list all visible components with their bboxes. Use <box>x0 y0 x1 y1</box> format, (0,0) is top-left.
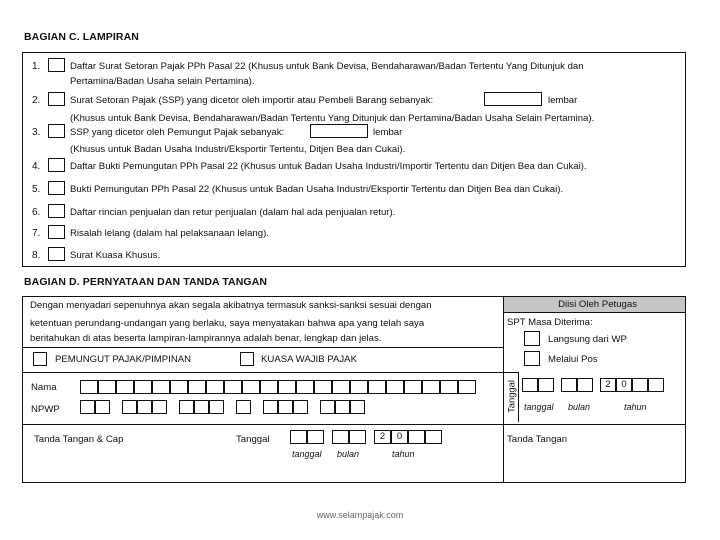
received-label: SPT Masa Diterima: <box>507 317 593 328</box>
section-c-title: BAGIAN C. LAMPIRAN <box>24 31 139 43</box>
watermark: www.selampajak.com <box>316 510 404 520</box>
year-digit: 0 <box>616 378 632 392</box>
officer-signature-label: Tanda Tangan <box>507 434 568 445</box>
row-divider <box>23 372 503 373</box>
row-divider <box>504 424 685 425</box>
year-digit: 2 <box>600 378 616 392</box>
month-caption: bulan <box>337 449 360 459</box>
row-divider <box>23 347 503 348</box>
ssp-importer-count-field[interactable] <box>484 92 542 106</box>
signature-stamp-label: Tanda Tangan & Cap <box>34 434 124 445</box>
item-number: 5. <box>32 184 41 195</box>
name-field[interactable] <box>80 380 476 394</box>
item-number: 8. <box>32 250 41 261</box>
post-checkbox[interactable] <box>524 351 540 366</box>
direct-checkbox[interactable] <box>524 331 540 346</box>
section-d-title: BAGIAN D. PERNYATAAN DAN TANDA TANGAN <box>24 276 268 288</box>
statement-line: Dengan menyadari sepenuhnya akan segala akibatnya termasuk sanksi-sanksi sesuai dengan <box>30 300 432 311</box>
item-number: 4. <box>32 161 41 172</box>
row-divider <box>23 424 503 425</box>
year-digit: 2 <box>374 430 391 444</box>
item-number: 7. <box>32 228 41 239</box>
proxy-option-label: KUASA WAJIB PAJAK <box>261 354 357 365</box>
attachment-4-checkbox[interactable] <box>48 158 65 172</box>
sheets-label: lembar <box>548 95 578 106</box>
proxy-option-checkbox[interactable] <box>240 352 254 366</box>
year-caption: tahun <box>392 449 415 459</box>
attachment-4-text: Daftar Bukti Pemungutan PPh Pasal 22 (Khusus untuk Badan Usaha Industri/Importir Tertentu dan Ditjen Bea dan Cukai). <box>70 161 587 172</box>
attachment-1-checkbox[interactable] <box>48 58 65 72</box>
npwp-label: NPWP <box>31 404 60 415</box>
attachment-7-text: Risalah lelang (dalam hal pelaksanaan lelang). <box>70 228 269 239</box>
item-number: 3. <box>32 127 41 138</box>
statement-line: beritahukan di atas beserta lampiran-lampirannya adalah benar, lengkap dan jelas. <box>30 333 382 344</box>
item-number: 2. <box>32 95 41 106</box>
year-digit: 0 <box>391 430 408 444</box>
date-label: Tanggal <box>236 434 270 445</box>
direct-label: Langsung dari WP <box>548 334 627 345</box>
attachment-7-checkbox[interactable] <box>48 225 65 239</box>
collector-option-label: PEMUNGUT PAJAK/PIMPINAN <box>55 354 192 365</box>
day-caption: tanggal <box>524 402 554 412</box>
officer-date-vertical-label: Tanggal <box>505 380 517 413</box>
attachment-6-text: Daftar rincian penjualan dan retur penjualan (dalam hal ada penjualan retur). <box>70 207 396 218</box>
collector-option-checkbox[interactable] <box>33 352 47 366</box>
name-label: Nama <box>31 382 57 393</box>
item-number: 6. <box>32 207 41 218</box>
day-caption: tanggal <box>292 449 322 459</box>
attachment-3-text-cont: (Khusus untuk Badan Usaha Industri/Eksportir Tertentu, Ditjen Bea dan Cukai). <box>70 144 406 155</box>
statement-line: ketentuan perundang-undangan yang berlaku, saya menyatakan bahwa apa yang telah saya <box>30 318 425 329</box>
attachment-8-text: Surat Kuasa Khusus. <box>70 250 161 261</box>
attachment-2-checkbox[interactable] <box>48 92 65 106</box>
attachment-5-text: Bukti Pemungutan PPh Pasal 22 (Khusus untuk Badan Usaha Industri/Eksportir Tertentu dan Ditjen Bea dan Cukai). <box>70 184 564 195</box>
declaration-date-field[interactable] <box>290 430 442 444</box>
attachment-1-text: Daftar Surat Setoran Pajak PPh Pasal 22 (Khusus untuk Bank Devisa, Bendaharawan/Badan Tertentu Yang Ditunjuk dan <box>70 61 584 72</box>
attachment-2-text: Surat Setoran Pajak (SSP) yang dicetor oleh importir atau Pembeli Barang sebanyak: <box>70 95 434 106</box>
attachment-5-checkbox[interactable] <box>48 181 65 195</box>
npwp-field[interactable] <box>80 400 365 414</box>
attachment-1-text-cont: Pertamina/Badan Usaha selain Pertamina). <box>70 76 255 87</box>
officer-header-label: Diisi Oleh Petugas <box>558 299 637 310</box>
ssp-collector-count-field[interactable] <box>310 124 368 138</box>
post-label: Melalui Pos <box>548 354 598 365</box>
month-caption: bulan <box>568 402 591 412</box>
attachment-2-text-cont: (Khusus untuk Bank Devisa, Bendaharawan/Badan Tertentu Yang Ditunjuk dan Pertamina/Badan Usaha Selain Pertamina). <box>70 113 595 124</box>
attachment-3-checkbox[interactable] <box>48 124 65 138</box>
officer-date-field[interactable] <box>522 378 664 392</box>
year-caption: tahun <box>624 402 647 412</box>
attachment-6-checkbox[interactable] <box>48 204 65 218</box>
officer-header <box>504 297 685 313</box>
attachment-8-checkbox[interactable] <box>48 247 65 261</box>
attachment-3-text: SSP yang dicetor oleh Pemungut Pajak sebanyak: <box>70 127 285 138</box>
sheets-label: lembar <box>373 127 403 138</box>
item-number: 1. <box>32 61 41 72</box>
